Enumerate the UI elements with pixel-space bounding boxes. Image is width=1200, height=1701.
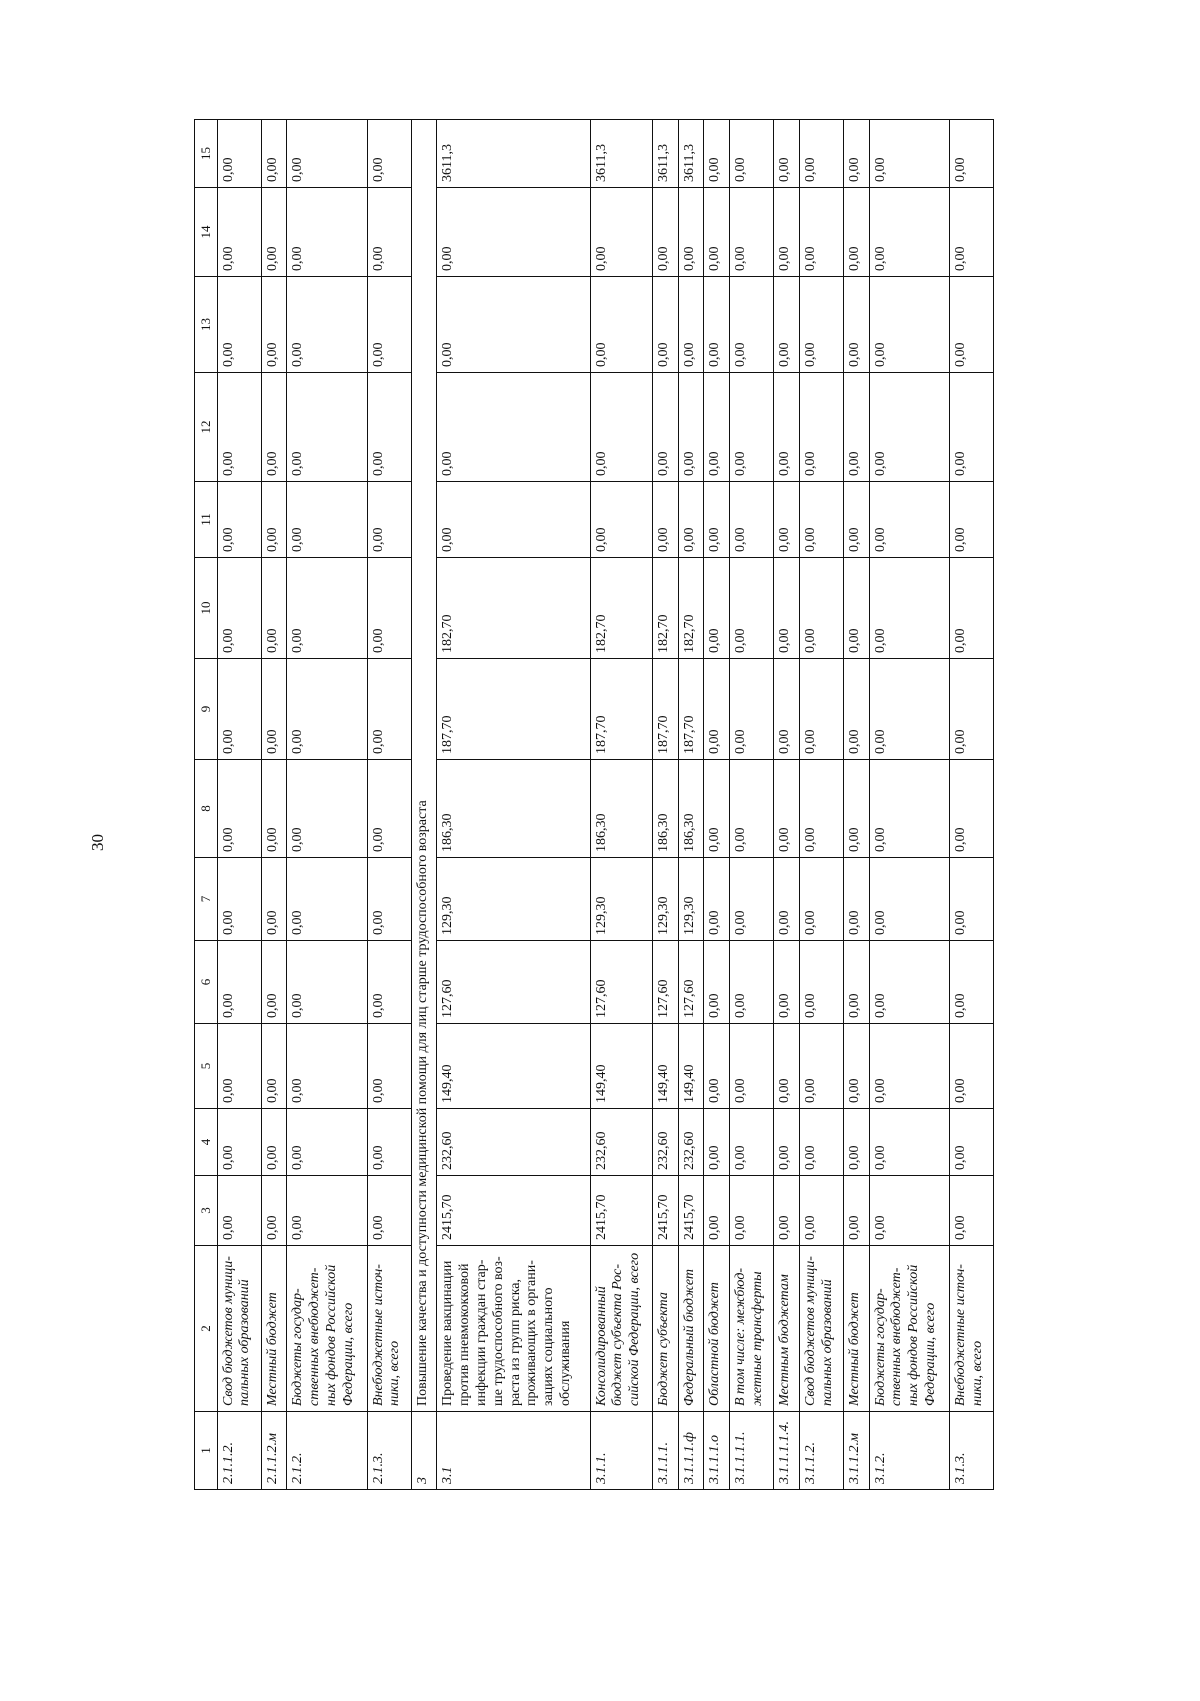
value-cell-col-6: 127,60: [678, 941, 704, 1024]
value-cell-col-13: 0,00: [949, 277, 993, 373]
value-cell-col-12: 0,00: [217, 373, 261, 482]
row-code: 3.1.1.: [590, 1412, 652, 1490]
value-cell-col-8: 0,00: [704, 760, 730, 858]
table-row: [869, 120, 949, 1490]
value-cell-col-3: 0,00: [287, 1176, 367, 1246]
value-cell-col-13: 0,00: [774, 277, 800, 373]
value-cell-col-12: 0,00: [437, 373, 590, 482]
value-cell-col-3: 0,00: [217, 1176, 261, 1246]
value-cell-col-13: 0,00: [704, 277, 730, 373]
value-cell-col-8: 186,30: [652, 760, 678, 858]
value-cell-col-15: 3611,3: [437, 120, 590, 188]
value-cell-col-7: 129,30: [590, 858, 652, 941]
value-cell-col-7: 0,00: [217, 858, 261, 941]
value-cell-col-13: 0,00: [678, 277, 704, 373]
value-cell-col-6: 0,00: [774, 941, 800, 1024]
row-name: Свод бюджетов муници-пальных образований: [217, 1246, 261, 1412]
value-cell-col-8: 0,00: [774, 760, 800, 858]
value-cell-col-15: 0,00: [704, 120, 730, 188]
value-cell-col-11: 0,00: [949, 482, 993, 558]
value-cell-col-12: 0,00: [949, 373, 993, 482]
value-cell-col-5: 0,00: [799, 1024, 843, 1109]
row-name: В том числе: межбюд-жетные трансферты: [730, 1246, 774, 1412]
value-cell-col-13: 0,00: [590, 277, 652, 373]
value-cell-col-7: 0,00: [774, 858, 800, 941]
value-cell-col-9: 0,00: [704, 659, 730, 760]
value-cell-col-5: 0,00: [261, 1024, 287, 1109]
value-cell-col-8: 186,30: [437, 760, 590, 858]
value-cell-col-7: 0,00: [704, 858, 730, 941]
row-name: Бюджеты государ-ственных внебюджет-ных фондов Российской Федерации, всего: [869, 1246, 949, 1412]
value-cell-col-14: 0,00: [730, 188, 774, 277]
table-row: [217, 120, 261, 1490]
value-cell-col-8: 0,00: [843, 760, 869, 858]
table-row: [774, 120, 800, 1490]
column-header-10: 10: [195, 558, 218, 659]
row-name: Свод бюджетов муници-пальных образований: [799, 1246, 843, 1412]
value-cell-col-15: 0,00: [217, 120, 261, 188]
column-header-9: 9: [195, 659, 218, 760]
value-cell-col-4: 0,00: [261, 1109, 287, 1176]
table-row: [678, 120, 704, 1490]
value-cell-col-9: 187,70: [652, 659, 678, 760]
value-cell-col-11: 0,00: [799, 482, 843, 558]
value-cell-col-12: 0,00: [774, 373, 800, 482]
value-cell-col-10: 182,70: [590, 558, 652, 659]
value-cell-col-9: 0,00: [261, 659, 287, 760]
value-cell-col-4: 232,60: [678, 1109, 704, 1176]
row-name: Местный бюджет: [261, 1246, 287, 1412]
value-cell-col-14: 0,00: [367, 188, 411, 277]
value-cell-col-12: 0,00: [652, 373, 678, 482]
value-cell-col-10: 0,00: [799, 558, 843, 659]
value-cell-col-12: 0,00: [287, 373, 367, 482]
row-name: Бюджеты государ-ственных внебюджет-ных фондов Российской Федерации, всего: [287, 1246, 367, 1412]
value-cell-col-7: 129,30: [652, 858, 678, 941]
value-cell-col-10: 0,00: [367, 558, 411, 659]
value-cell-col-12: 0,00: [869, 373, 949, 482]
row-name: Внебюджетные источ-ники, всего: [949, 1246, 993, 1412]
value-cell-col-10: 0,00: [774, 558, 800, 659]
value-cell-col-4: 0,00: [367, 1109, 411, 1176]
value-cell-col-12: 0,00: [704, 373, 730, 482]
value-cell-col-9: 187,70: [590, 659, 652, 760]
table-row: [799, 120, 843, 1490]
value-cell-col-3: 0,00: [949, 1176, 993, 1246]
value-cell-col-11: 0,00: [261, 482, 287, 558]
column-header-5: 5: [195, 1024, 218, 1109]
column-header-14: 14: [195, 188, 218, 277]
value-cell-col-15: 0,00: [730, 120, 774, 188]
table-row: [949, 120, 993, 1490]
value-cell-col-3: 2415,70: [678, 1176, 704, 1246]
row-code: 3.1: [437, 1412, 590, 1490]
value-cell-col-5: 149,40: [652, 1024, 678, 1109]
value-cell-col-5: 0,00: [704, 1024, 730, 1109]
value-cell-col-3: 0,00: [367, 1176, 411, 1246]
value-cell-col-13: 0,00: [799, 277, 843, 373]
value-cell-col-6: 0,00: [949, 941, 993, 1024]
row-code: 3.1.1.1.ф: [678, 1412, 704, 1490]
value-cell-col-10: 0,00: [949, 558, 993, 659]
value-cell-col-14: 0,00: [949, 188, 993, 277]
value-cell-col-13: 0,00: [652, 277, 678, 373]
row-name: Местный бюджет: [843, 1246, 869, 1412]
table-row: [652, 120, 678, 1490]
value-cell-col-6: 0,00: [217, 941, 261, 1024]
value-cell-col-8: 0,00: [869, 760, 949, 858]
value-cell-col-15: 0,00: [287, 120, 367, 188]
value-cell-col-3: 2415,70: [437, 1176, 590, 1246]
value-cell-col-13: 0,00: [217, 277, 261, 373]
value-cell-col-10: 182,70: [678, 558, 704, 659]
value-cell-col-9: 0,00: [367, 659, 411, 760]
value-cell-col-15: 0,00: [843, 120, 869, 188]
value-cell-col-4: 232,60: [590, 1109, 652, 1176]
value-cell-col-14: 0,00: [774, 188, 800, 277]
value-cell-col-13: 0,00: [869, 277, 949, 373]
value-cell-col-3: 0,00: [843, 1176, 869, 1246]
row-code: 3.1.3.: [949, 1412, 993, 1490]
row-code: 2.1.1.2.: [217, 1412, 261, 1490]
value-cell-col-7: 129,30: [678, 858, 704, 941]
value-cell-col-4: 0,00: [799, 1109, 843, 1176]
value-cell-col-9: 0,00: [287, 659, 367, 760]
value-cell-col-7: 0,00: [843, 858, 869, 941]
value-cell-col-4: 0,00: [704, 1109, 730, 1176]
row-name: Проведение вакцинации против пневмококковой инфекции граждан стар-ше трудоспособного воз-раста из групп риска, проживающих в органи-зациях социального обслуживания: [437, 1246, 590, 1412]
value-cell-col-5: 0,00: [774, 1024, 800, 1109]
value-cell-col-12: 0,00: [367, 373, 411, 482]
value-cell-col-3: 0,00: [704, 1176, 730, 1246]
value-cell-col-8: 0,00: [367, 760, 411, 858]
row-code: 3.1.1.1.1.: [730, 1412, 774, 1490]
value-cell-col-7: 129,30: [437, 858, 590, 941]
value-cell-col-9: 0,00: [730, 659, 774, 760]
value-cell-col-8: 0,00: [949, 760, 993, 858]
value-cell-col-4: 0,00: [217, 1109, 261, 1176]
value-cell-col-14: 0,00: [843, 188, 869, 277]
value-cell-col-9: 187,70: [678, 659, 704, 760]
row-name: Внебюджетные источ-ники, всего: [367, 1246, 411, 1412]
value-cell-col-4: 0,00: [869, 1109, 949, 1176]
column-header-15: 15: [195, 120, 218, 188]
row-code: 2.1.1.2.м: [261, 1412, 287, 1490]
value-cell-col-12: 0,00: [843, 373, 869, 482]
column-header-1: 1: [195, 1412, 218, 1490]
value-cell-col-9: 0,00: [799, 659, 843, 760]
value-cell-col-13: 0,00: [437, 277, 590, 373]
value-cell-col-8: 0,00: [287, 760, 367, 858]
value-cell-col-9: 0,00: [949, 659, 993, 760]
value-cell-col-9: 0,00: [843, 659, 869, 760]
value-cell-col-13: 0,00: [843, 277, 869, 373]
value-cell-col-10: 0,00: [704, 558, 730, 659]
value-cell-col-7: 0,00: [730, 858, 774, 941]
value-cell-col-4: 0,00: [843, 1109, 869, 1176]
value-cell-col-11: 0,00: [437, 482, 590, 558]
value-cell-col-5: 149,40: [437, 1024, 590, 1109]
value-cell-col-3: 2415,70: [590, 1176, 652, 1246]
row-code: 3.1.1.1.1.4.: [774, 1412, 800, 1490]
value-cell-col-6: 0,00: [261, 941, 287, 1024]
value-cell-col-4: 0,00: [949, 1109, 993, 1176]
value-cell-col-12: 0,00: [590, 373, 652, 482]
value-cell-col-14: 0,00: [652, 188, 678, 277]
value-cell-col-6: 0,00: [869, 941, 949, 1024]
value-cell-col-11: 0,00: [678, 482, 704, 558]
value-cell-col-14: 0,00: [704, 188, 730, 277]
column-number-header: [195, 120, 218, 1490]
value-cell-col-8: 186,30: [590, 760, 652, 858]
value-cell-col-11: 0,00: [287, 482, 367, 558]
row-name: Федеральный бюджет: [678, 1246, 704, 1412]
section-row: [411, 120, 437, 1490]
value-cell-col-6: 0,00: [704, 941, 730, 1024]
column-header-6: 6: [195, 941, 218, 1024]
value-cell-col-8: 186,30: [678, 760, 704, 858]
value-cell-col-6: 0,00: [730, 941, 774, 1024]
value-cell-col-13: 0,00: [261, 277, 287, 373]
value-cell-col-6: 0,00: [287, 941, 367, 1024]
column-header-4: 4: [195, 1109, 218, 1176]
value-cell-col-13: 0,00: [730, 277, 774, 373]
value-cell-col-3: 0,00: [730, 1176, 774, 1246]
value-cell-col-10: 0,00: [730, 558, 774, 659]
table-row: [287, 120, 367, 1490]
value-cell-col-7: 0,00: [949, 858, 993, 941]
value-cell-col-15: 0,00: [367, 120, 411, 188]
value-cell-col-14: 0,00: [437, 188, 590, 277]
value-cell-col-14: 0,00: [590, 188, 652, 277]
value-cell-col-14: 0,00: [261, 188, 287, 277]
value-cell-col-3: 0,00: [774, 1176, 800, 1246]
value-cell-col-6: 127,60: [590, 941, 652, 1024]
value-cell-col-7: 0,00: [799, 858, 843, 941]
value-cell-col-5: 149,40: [590, 1024, 652, 1109]
value-cell-col-11: 0,00: [869, 482, 949, 558]
row-name: Областной бюджет: [704, 1246, 730, 1412]
value-cell-col-15: 0,00: [869, 120, 949, 188]
value-cell-col-3: 0,00: [261, 1176, 287, 1246]
column-header-12: 12: [195, 373, 218, 482]
table-row: [730, 120, 774, 1490]
value-cell-col-7: 0,00: [287, 858, 367, 941]
column-header-7: 7: [195, 858, 218, 941]
value-cell-col-13: 0,00: [367, 277, 411, 373]
value-cell-col-6: 0,00: [843, 941, 869, 1024]
value-cell-col-8: 0,00: [261, 760, 287, 858]
value-cell-col-6: 0,00: [367, 941, 411, 1024]
column-header-8: 8: [195, 760, 218, 858]
table-row: [843, 120, 869, 1490]
value-cell-col-5: 0,00: [217, 1024, 261, 1109]
value-cell-col-4: 0,00: [287, 1109, 367, 1176]
value-cell-col-14: 0,00: [869, 188, 949, 277]
value-cell-col-7: 0,00: [367, 858, 411, 941]
row-name: Консолидированный бюджет субъекта Рос-сийской Федерации, всего: [590, 1246, 652, 1412]
value-cell-col-7: 0,00: [261, 858, 287, 941]
value-cell-col-5: 0,00: [869, 1024, 949, 1109]
table-row: [704, 120, 730, 1490]
value-cell-col-10: 182,70: [437, 558, 590, 659]
value-cell-col-8: 0,00: [217, 760, 261, 858]
value-cell-col-4: 0,00: [774, 1109, 800, 1176]
row-code: 3.1.1.2.: [799, 1412, 843, 1490]
column-header-13: 13: [195, 277, 218, 373]
value-cell-col-12: 0,00: [678, 373, 704, 482]
value-cell-col-4: 232,60: [652, 1109, 678, 1176]
column-header-3: 3: [195, 1176, 218, 1246]
row-code: 3.1.2.: [869, 1412, 949, 1490]
value-cell-col-6: 127,60: [652, 941, 678, 1024]
value-cell-col-15: 3611,3: [590, 120, 652, 188]
table-row: [367, 120, 411, 1490]
value-cell-col-11: 0,00: [217, 482, 261, 558]
row-code: 2.1.3.: [367, 1412, 411, 1490]
value-cell-col-9: 187,70: [437, 659, 590, 760]
value-cell-col-11: 0,00: [590, 482, 652, 558]
value-cell-col-13: 0,00: [287, 277, 367, 373]
value-cell-col-5: 0,00: [730, 1024, 774, 1109]
section-title: Повышение качества и доступности медицинской помощи для лиц старше трудоспособного возраста: [411, 120, 437, 1412]
value-cell-col-9: 0,00: [774, 659, 800, 760]
value-cell-col-6: 0,00: [799, 941, 843, 1024]
value-cell-col-5: 149,40: [678, 1024, 704, 1109]
value-cell-col-5: 0,00: [949, 1024, 993, 1109]
value-cell-col-15: 0,00: [949, 120, 993, 188]
page-number: 30: [88, 834, 107, 851]
value-cell-col-10: 0,00: [869, 558, 949, 659]
value-cell-col-5: 0,00: [367, 1024, 411, 1109]
value-cell-col-15: 0,00: [799, 120, 843, 188]
value-cell-col-14: 0,00: [799, 188, 843, 277]
value-cell-col-15: 3611,3: [652, 120, 678, 188]
value-cell-col-15: 0,00: [774, 120, 800, 188]
value-cell-col-14: 0,00: [678, 188, 704, 277]
value-cell-col-8: 0,00: [730, 760, 774, 858]
value-cell-col-11: 0,00: [730, 482, 774, 558]
value-cell-col-12: 0,00: [730, 373, 774, 482]
row-name: Бюджет субъекта: [652, 1246, 678, 1412]
row-name: Местным бюджетам: [774, 1246, 800, 1412]
value-cell-col-10: 0,00: [261, 558, 287, 659]
value-cell-col-3: 2415,70: [652, 1176, 678, 1246]
value-cell-col-7: 0,00: [869, 858, 949, 941]
value-cell-col-11: 0,00: [367, 482, 411, 558]
row-code: 3.1.1.1.: [652, 1412, 678, 1490]
value-cell-col-3: 0,00: [869, 1176, 949, 1246]
value-cell-col-10: 182,70: [652, 558, 678, 659]
column-header-11: 11: [195, 482, 218, 558]
value-cell-col-12: 0,00: [261, 373, 287, 482]
value-cell-col-9: 0,00: [217, 659, 261, 760]
value-cell-col-10: 0,00: [287, 558, 367, 659]
value-cell-col-14: 0,00: [217, 188, 261, 277]
value-cell-col-14: 0,00: [287, 188, 367, 277]
value-cell-col-5: 0,00: [843, 1024, 869, 1109]
row-code: 3.1.1.2.м: [843, 1412, 869, 1490]
value-cell-col-3: 0,00: [799, 1176, 843, 1246]
table-row: [261, 120, 287, 1490]
row-code: 3.1.1.1.о: [704, 1412, 730, 1490]
column-header-2: 2: [195, 1246, 218, 1412]
value-cell-col-10: 0,00: [217, 558, 261, 659]
value-cell-col-9: 0,00: [869, 659, 949, 760]
value-cell-col-11: 0,00: [843, 482, 869, 558]
value-cell-col-8: 0,00: [799, 760, 843, 858]
value-cell-col-11: 0,00: [774, 482, 800, 558]
value-cell-col-11: 0,00: [704, 482, 730, 558]
value-cell-col-6: 127,60: [437, 941, 590, 1024]
value-cell-col-11: 0,00: [652, 482, 678, 558]
table-row: [437, 120, 590, 1490]
table-body: [217, 120, 993, 1490]
table-row: [590, 120, 652, 1490]
rotated-table-container: [194, 120, 994, 1490]
value-cell-col-4: 0,00: [730, 1109, 774, 1176]
value-cell-col-12: 0,00: [799, 373, 843, 482]
value-cell-col-15: 3611,3: [678, 120, 704, 188]
value-cell-col-10: 0,00: [843, 558, 869, 659]
value-cell-col-4: 232,60: [437, 1109, 590, 1176]
budget-table: [194, 119, 994, 1490]
value-cell-col-15: 0,00: [261, 120, 287, 188]
value-cell-col-5: 0,00: [287, 1024, 367, 1109]
row-code: 3: [411, 1412, 437, 1490]
row-code: 2.1.2.: [287, 1412, 367, 1490]
